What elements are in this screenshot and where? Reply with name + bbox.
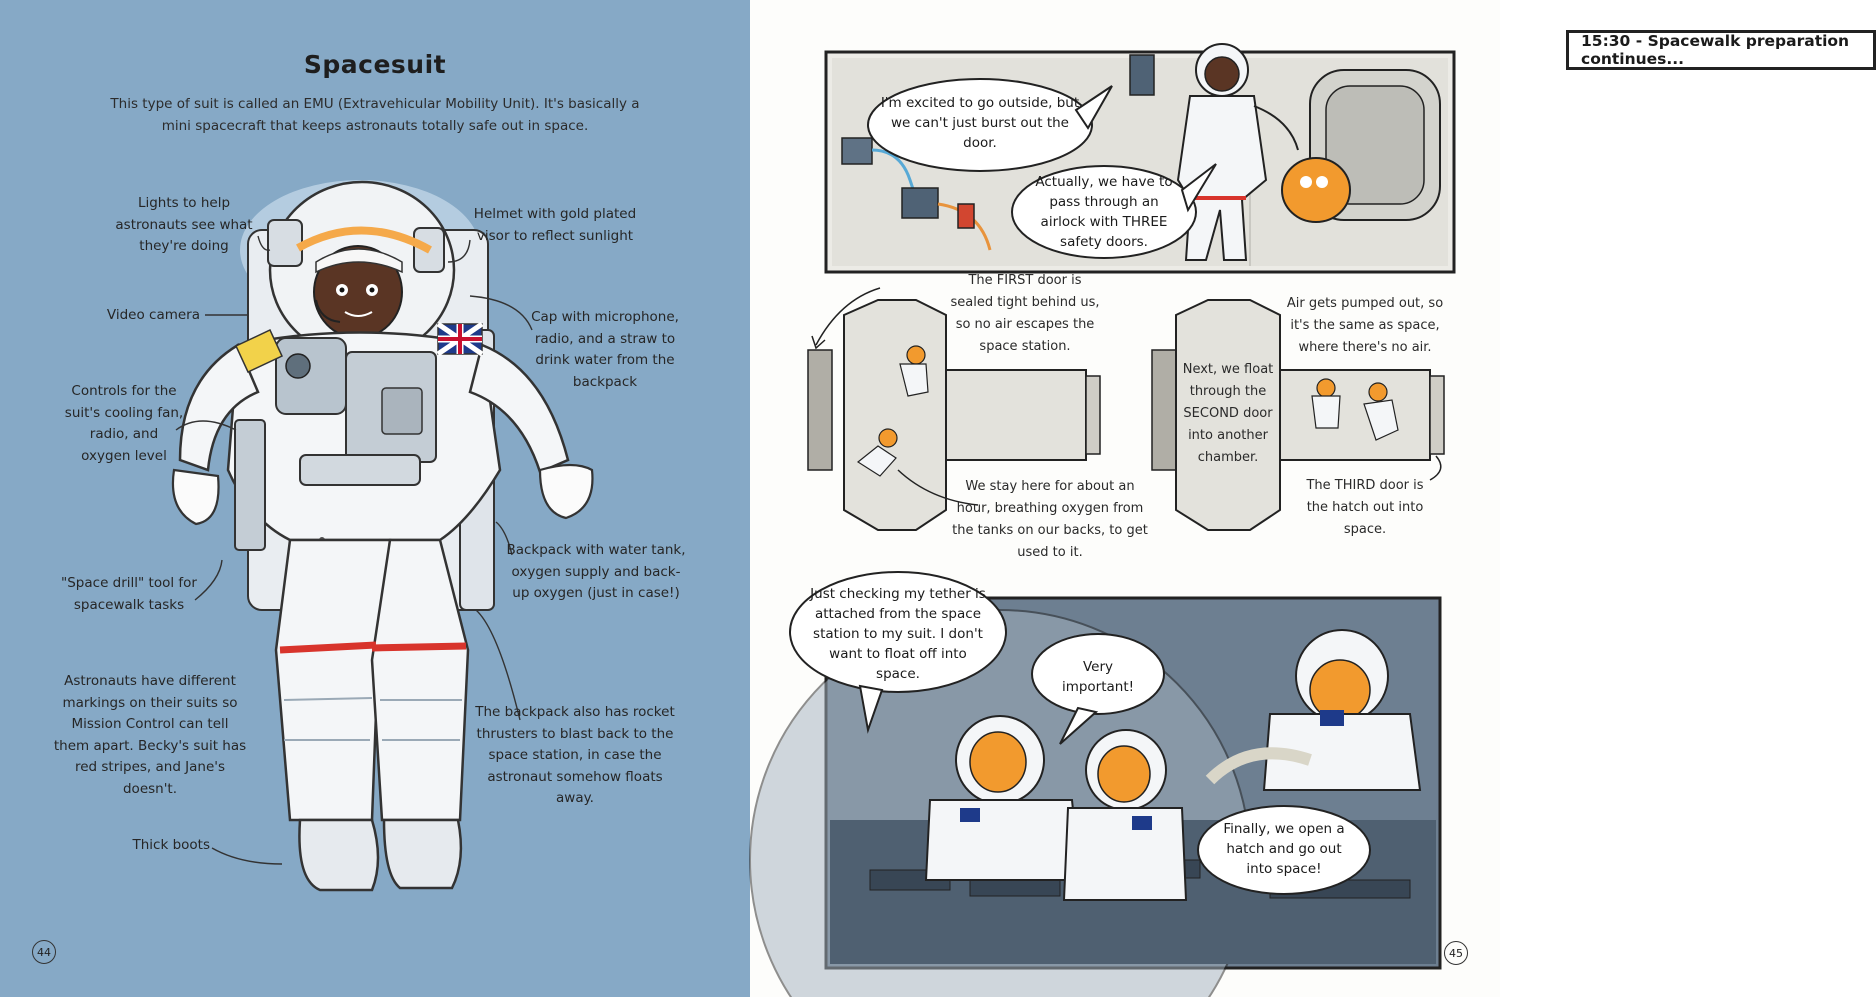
page-number-right: 45	[1444, 941, 1468, 965]
label-boots: Thick boots	[132, 837, 210, 853]
bubble-important: Very important!	[1061, 659, 1135, 695]
bubble-open-hatch: Finally, we open a hatch and go out into space!	[1223, 821, 1345, 877]
bubble-airlock: Actually, we have to pass through an airlock with THREE safety doors.	[1035, 174, 1173, 250]
bubble-excited: I'm excited to go outside, but we can't just burst out the door.	[880, 95, 1080, 151]
note-second-door: Next, we float through the SECOND door into another chamber.	[1182, 362, 1274, 465]
label-controls: Controls for the suit's cooling fan, radio, and oxygen level	[64, 383, 184, 464]
left-page	[0, 0, 750, 997]
caption-box: 15:30 - Spacewalk preparation continues...	[1566, 30, 1876, 70]
label-helmet: Helmet with gold plated visor to reflect sunlight	[473, 206, 637, 244]
page-number-left: 44	[32, 940, 56, 964]
intro-text: This type of suit is called an EMU (Extravehicular Mobility Unit). It's basically a mini spacecraft that keeps astronauts totally safe out in space.	[110, 96, 640, 134]
label-cap: Cap with microphone, radio, and a straw to drink water from the backpack	[531, 309, 679, 390]
note-first-door: The FIRST door is sealed tight behind us, so no air escapes the space station.	[950, 273, 1100, 354]
label-lights: Lights to help astronauts see what they're doing	[115, 195, 253, 254]
right-page	[750, 0, 1850, 997]
note-stay-hour: We stay here for about an hour, breathing oxygen from the tanks on our backs, to get used to it.	[952, 479, 1148, 560]
label-thrusters: The backpack also has rocket thrusters to blast back to the space station, in case the astronaut somehow floats away.	[475, 704, 675, 806]
label-drill: "Space drill" tool for spacewalk tasks	[61, 575, 197, 613]
label-markings: Astronauts have different markings on their suits so Mission Control can tell them apart. Becky's suit has red stripes, and Jane's doesn't.	[53, 673, 247, 797]
note-air-pumped: Air gets pumped out, so it's the same as space, where there's no air.	[1286, 296, 1444, 355]
label-backpack: Backpack with water tank, oxygen supply and back-up oxygen (just in case!)	[506, 542, 686, 601]
note-third-door: The THIRD door is the hatch out into space.	[1306, 478, 1424, 537]
label-video-camera: Video camera	[106, 307, 200, 323]
page-title: Spacesuit	[303, 50, 447, 79]
bubble-tether: Just checking my tether is attached from the space station to my suit. I don't want to float off into space.	[810, 586, 986, 682]
